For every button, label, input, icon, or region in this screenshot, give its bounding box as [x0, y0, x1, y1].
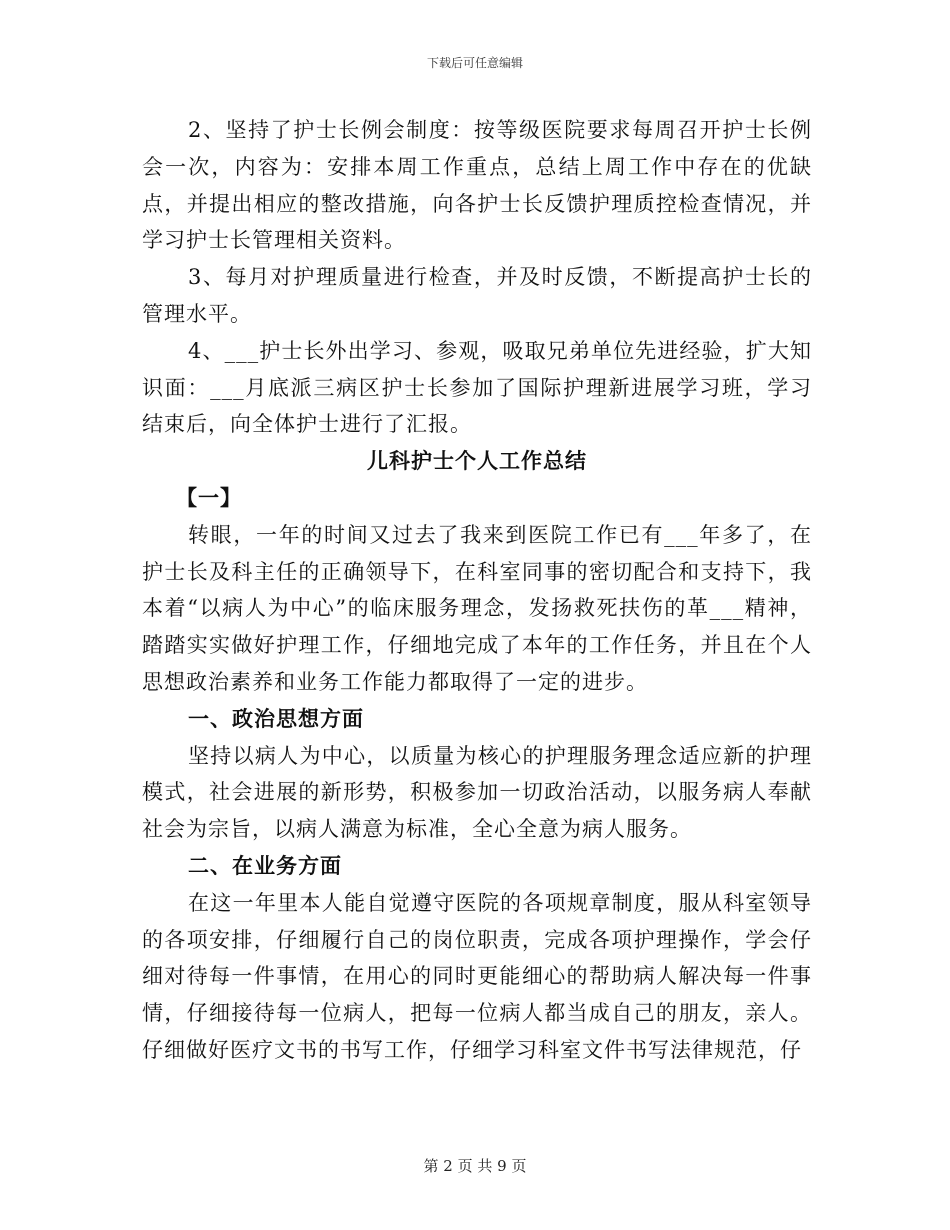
- section-paragraph-business: 在这一年里本人能自觉遵守医院的各项规章制度，服从科室领导的各项安排，仔细履行自己的岗位职责，完成各项护理操作，学会仔细对待每一件事情，在用心的同时更能细心的帮助病人解决每一件事情，仔细接待每一位病人，把每一位病人都当成自己的朋友，亲人。仔细做好医疗文书的书写工作，仔细学习科室文件书写法律规范，仔: [142, 890, 812, 1062]
- section-marker: 【一】: [176, 484, 242, 510]
- section-heading-political: 一、政治思想方面: [188, 705, 364, 731]
- section-paragraph-political: 坚持以病人为中心，以质量为核心的护理服务理念适应新的护理模式，社会进展的新形势，积极参加一切政治活动，以服务病人奉献社会为宗旨，以病人满意为标准，全心全意为病人服务。: [142, 743, 812, 842]
- intro-paragraph: 转眼，一年的时间又过去了我来到医院工作已有___年多了，在护士长及科主任的正确领导下，在科室同事的密切配合和支持下，我本着“以病人为中心”的临床服务理念，发扬救死扶伤的革___精神，踏踏实实做好护理工作，仔细地完成了本年的工作任务，并且在个人思想政治素养和业务工作能力都取得了一定的进步。: [142, 522, 812, 694]
- document-title: 儿科护士个人工作总结: [367, 448, 587, 474]
- section-heading-business: 二、在业务方面: [188, 852, 342, 878]
- paragraph-item-3: 3、每月对护理质量进行检查，并及时反馈，不断提高护士长的管理水平。: [142, 265, 812, 326]
- page-footer-number: 第 2 页 共 9 页: [423, 1157, 527, 1175]
- paragraph-item-4: 4、___护士长外出学习、参观，吸取兄弟单位先进经验，扩大知识面：___月底派三病区护士长参加了国际护理新进展学习班，学习结束后，向全体护士进行了汇报。: [142, 338, 812, 437]
- page-header-note: 下载后可任意编辑: [426, 56, 523, 70]
- paragraph-item-2: 2、坚持了护士长例会制度：按等级医院要求每周召开护士长例会一次，内容为：安排本周工作重点，总结上周工作中存在的优缺点，并提出相应的整改措施，向各护士长反馈护理质控检查情况，并学习护士长管理相关资料。: [142, 118, 812, 253]
- document-body: [142, 112, 812, 1069]
